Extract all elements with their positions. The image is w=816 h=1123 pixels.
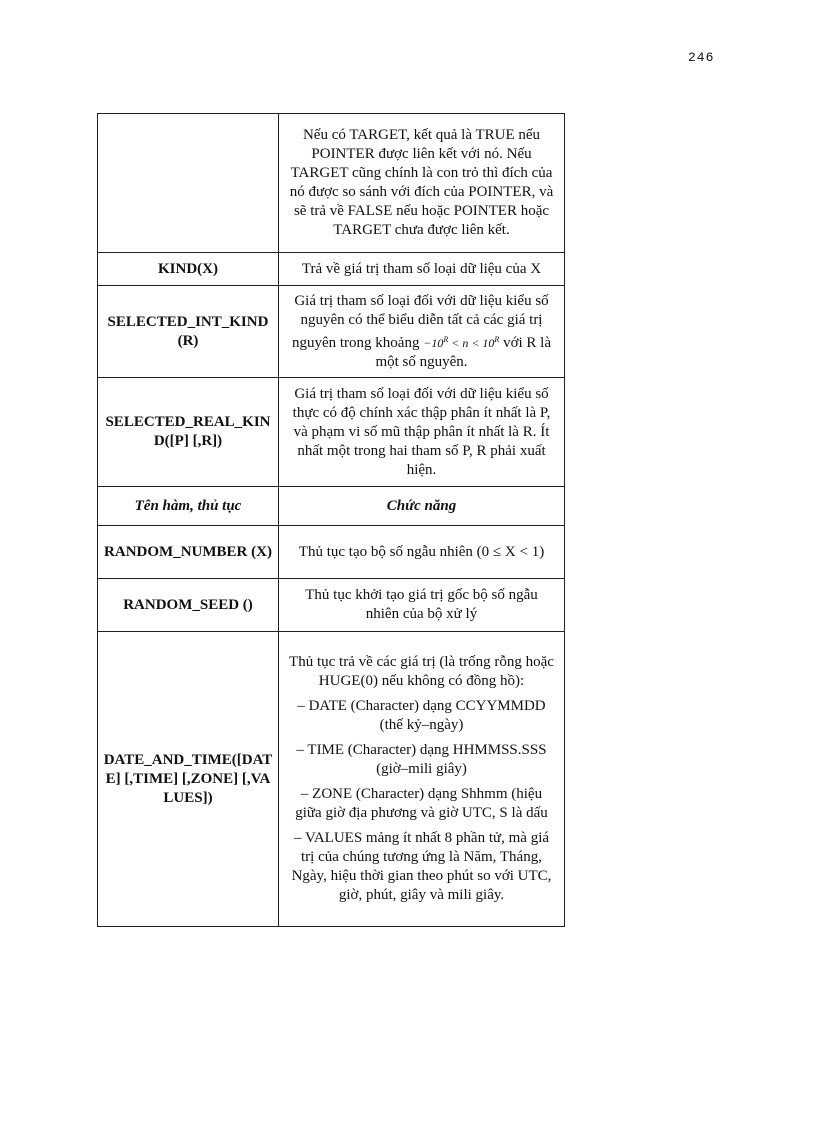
table-row — [98, 253, 565, 286]
range-formula: $-10^R < n < 10^R$ — [423, 334, 500, 350]
description-paragraph: – ZONE (Character) dạng Shhmm (hiệu giữa giờ địa phương và giờ UTC, S là dấu — [295, 786, 548, 821]
description-text: Giá trị tham số loại đối với dữ liệu kiểu số thực có độ chính xác thập phân ít nhất là P, và phạm vi số mũ thập phân ít nhất là R. Ít nhất một trong hai tham số P, R phải xuất hiện. — [292, 385, 551, 478]
function-name-cell: RANDOM_NUMBER (X) — [98, 526, 279, 579]
function-description-cell — [279, 286, 565, 378]
table-row — [98, 579, 565, 632]
function-name-cell: DATE_AND_TIME([DATE] [,TIME] [,ZONE] [,VALUES]) — [98, 632, 279, 927]
header-description-cell: Chức năng — [279, 487, 565, 526]
description-paragraph: – DATE (Character) dạng CCYYMMDD (thế kỷ–ngày) — [297, 698, 546, 733]
description-paragraph: – TIME (Character) dạng HHMMSS.SSS (giờ–mili giây) — [296, 742, 547, 777]
function-name-cell: SELECTED_INT_KIND(R) — [98, 286, 279, 378]
function-name-cell — [98, 114, 279, 253]
table-row — [98, 378, 565, 487]
function-description-cell — [279, 378, 565, 487]
header-name-cell: Tên hàm, thủ tục — [98, 487, 279, 526]
table-row — [98, 114, 565, 253]
description-text: với R là một số nguyên. — [375, 334, 551, 370]
function-description-cell — [279, 579, 565, 632]
description-text: Trả về giá trị tham số loại dữ liệu của X — [301, 260, 542, 277]
description-text: Nếu có TARGET, kết quả là TRUE nếu POINTER được liên kết với nó. Nếu TARGET cũng chính là con trỏ thì đích của nó được so sánh với đích của POINTER, và sẽ trả về FALSE nếu hoặc POINTER hoặc TARGET chưa được liên kết. — [289, 127, 554, 238]
function-description-cell — [279, 114, 565, 253]
table-row — [98, 526, 565, 579]
description-paragraph: Thủ tục trả về các giá trị (là trống rỗng hoặc HUGE(0) nếu không có đồng hồ): — [289, 654, 554, 689]
table-row — [98, 632, 565, 927]
description-text: Thủ tục khởi tạo giá trị gốc bộ số ngẫu nhiên của bộ xử lý — [305, 587, 538, 622]
function-description-cell — [279, 526, 565, 579]
table-header-row — [98, 487, 565, 526]
description-text: Giá trị tham số loại đối với dữ liệu kiểu số nguyên có thể biểu diễn tất cả các giá trị nguyên trong khoảng — [291, 292, 549, 351]
function-description-cell — [279, 632, 565, 927]
function-name-cell: SELECTED_REAL_KIND([P] [,R]) — [98, 378, 279, 487]
description-text: Thủ tục tạo bộ số ngẫu nhiên (0 ≤ X < 1) — [298, 543, 545, 560]
function-table — [97, 113, 565, 927]
page-number: 246 — [688, 50, 715, 65]
function-description-cell — [279, 253, 565, 286]
function-name-cell: RANDOM_SEED () — [98, 579, 279, 632]
function-name-cell: KIND(X) — [98, 253, 279, 286]
table-row — [98, 286, 565, 378]
description-paragraph: – VALUES mảng ít nhất 8 phần tử, mà giá trị của chúng tương ứng là Năm, Tháng, Ngày, hiệu thời gian theo phút so với UTC, giờ, phút, giây và mili giây. — [291, 830, 552, 903]
